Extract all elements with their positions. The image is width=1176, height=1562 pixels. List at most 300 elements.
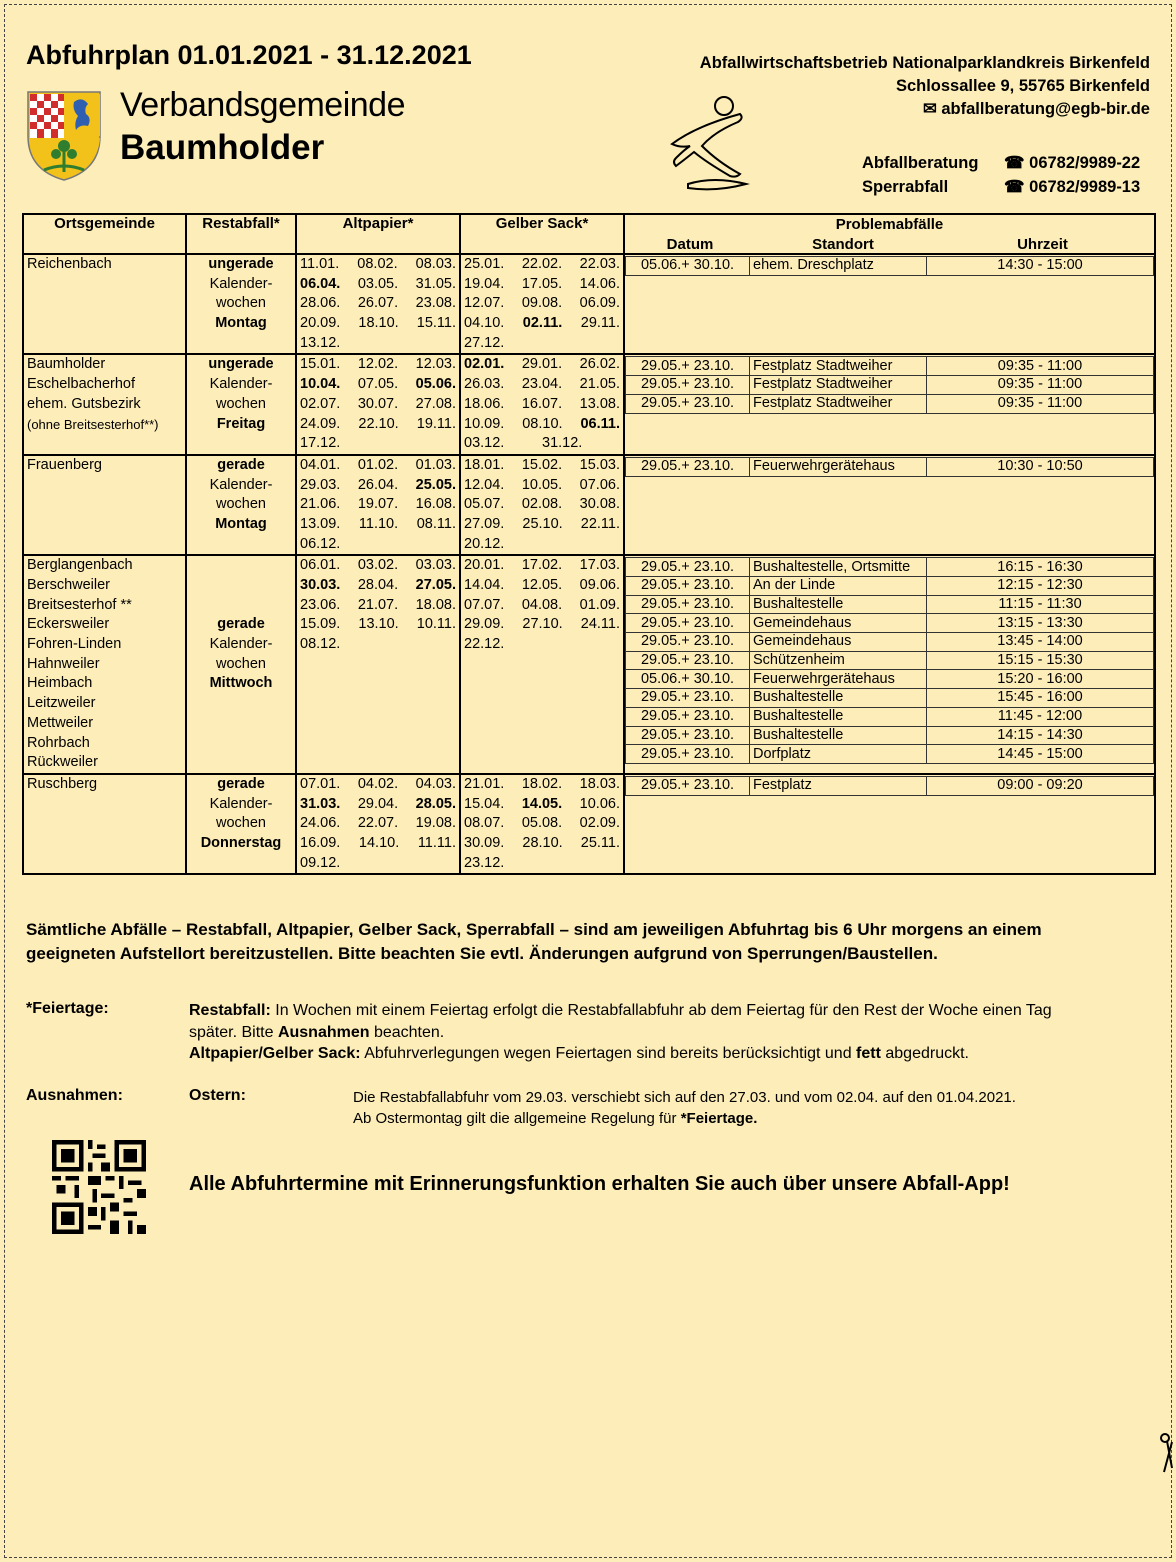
date-value: 04.08. — [521, 596, 563, 613]
restabfall-line: wochen — [216, 395, 266, 412]
date-value: 01.02. — [357, 456, 399, 473]
problem-row — [626, 558, 1154, 577]
date-line — [461, 314, 623, 334]
date-value: 27.08. — [415, 395, 456, 412]
date-value: 13.09. — [300, 515, 341, 532]
problem-cell — [624, 774, 1155, 874]
restabfall-line: Mittwoch — [209, 675, 273, 692]
problem-datum: 29.05.+ 23.10. — [626, 651, 750, 670]
date-value: 11.10. — [358, 515, 399, 532]
date-value: 21.07. — [357, 596, 399, 613]
table-row — [23, 455, 1155, 555]
date-value: 04.03. — [415, 775, 456, 792]
date-line — [461, 495, 623, 515]
problem-uhrzeit: 13:15 - 13:30 — [927, 614, 1154, 633]
ortsgemeinde-name: Breitsesterhof ** — [27, 596, 132, 613]
date-value: 31.12. — [542, 435, 583, 452]
ortsgemeinde-name: Heimbach — [27, 675, 93, 692]
date-value: 05.07. — [464, 496, 505, 513]
problem-table — [625, 356, 1154, 413]
restabfall-line: wochen — [216, 496, 266, 513]
date-value: 08.10. — [522, 415, 563, 432]
problem-standort: Bushaltestelle — [750, 707, 927, 726]
date-value: 07.07. — [464, 596, 505, 613]
problem-uhrzeit: 11:15 - 11:30 — [927, 595, 1154, 614]
date-line — [297, 775, 459, 795]
date-line — [297, 476, 459, 496]
altpapier-cell — [296, 455, 460, 555]
restabfall-line: Kalender- — [209, 275, 273, 292]
date-value: 12.07. — [464, 295, 505, 312]
problem-uhrzeit: 09:35 - 11:00 — [927, 376, 1154, 395]
table-row — [23, 555, 1155, 774]
ortsgemeinde-name: Rückweiler — [27, 754, 98, 771]
date-value: 19.07. — [357, 496, 399, 513]
problem-datum: 05.06.+ 30.10. — [626, 257, 750, 276]
date-value: 25.01. — [464, 256, 505, 272]
date-value: 03.02. — [357, 557, 399, 574]
restabfall-cell — [186, 354, 296, 454]
problem-row — [626, 614, 1154, 633]
date-value: 22.12. — [464, 636, 505, 653]
problem-table — [625, 457, 1154, 477]
problem-standort: Bushaltestelle, Ortsmitte — [750, 558, 927, 577]
problem-datum: 05.06.+ 30.10. — [626, 670, 750, 689]
date-line — [297, 834, 459, 854]
problem-row — [626, 595, 1154, 614]
problem-row — [626, 707, 1154, 726]
date-value: 18.03. — [579, 775, 620, 792]
problem-datum: 29.05.+ 23.10. — [626, 577, 750, 596]
date-line — [297, 615, 459, 635]
altpapier-text-end: abgedruckt. — [880, 1045, 969, 1062]
date-value: 08.02. — [357, 256, 398, 272]
header-gelber-sack: Gelber Sack* — [460, 214, 624, 254]
date-line — [461, 434, 623, 454]
restabfall-line: Kalender- — [209, 636, 273, 653]
problem-standort: Festplatz — [750, 776, 927, 795]
date-value: 03.12. — [464, 435, 505, 452]
date-line — [297, 334, 459, 354]
ostern-text — [353, 1087, 1016, 1129]
date-value: 04.01. — [300, 456, 341, 473]
problem-row — [626, 577, 1154, 596]
date-value: 02.08. — [521, 496, 563, 513]
date-value: 06.09. — [579, 295, 620, 312]
date-value: 11.01. — [300, 256, 340, 272]
date-value: 12.04. — [464, 476, 505, 493]
problem-uhrzeit: 11:45 - 12:00 — [927, 707, 1154, 726]
date-value: 26.04. — [357, 476, 399, 493]
ausnahmen-label: Ausnahmen: — [26, 1087, 123, 1104]
date-value: 13.10. — [358, 616, 399, 633]
problem-table — [625, 776, 1154, 796]
restabfall-line: wochen — [216, 295, 266, 312]
restabfall-cell — [186, 774, 296, 874]
date-value: 15.01. — [300, 356, 341, 373]
date-line — [297, 556, 459, 576]
date-value: 10.05. — [521, 476, 563, 493]
problem-datum: 29.05.+ 23.10. — [626, 776, 750, 795]
date-value: 07.05. — [357, 376, 399, 393]
problem-standort: Schützenheim — [750, 651, 927, 670]
date-line — [461, 834, 623, 854]
ortsgemeinde-cell — [23, 354, 186, 454]
date-line — [461, 255, 623, 275]
date-value: 29.03. — [300, 476, 341, 493]
problem-standort: Feuerwehrgerätehaus — [750, 670, 927, 689]
ortsgemeinde-name: Berschweiler — [27, 577, 110, 593]
problem-standort: An der Linde — [750, 577, 927, 596]
header-restabfall: Restabfall* — [186, 214, 296, 254]
date-value: 09.12. — [300, 854, 341, 871]
restabfall-line: Kalender- — [209, 795, 273, 812]
date-value: 07.06. — [579, 476, 620, 493]
restabfall-line: gerade — [217, 775, 265, 792]
ortsgemeinde-cell — [23, 455, 186, 555]
date-value: 22.07. — [357, 815, 399, 832]
qr-code-icon[interactable] — [52, 1140, 146, 1234]
date-value: 04.10. — [464, 315, 505, 332]
problem-uhrzeit: 09:35 - 11:00 — [927, 394, 1154, 413]
ortsgemeinde-name: Ruschberg — [27, 775, 98, 792]
date-value: 04.02. — [357, 775, 399, 792]
problem-uhrzeit: 15:20 - 16:00 — [927, 670, 1154, 689]
phone-label: Abfallberatung — [862, 154, 979, 172]
date-value: 22.11. — [580, 515, 620, 532]
ausnahmen-word: Ausnahmen — [277, 1023, 370, 1041]
general-note: Sämtliche Abfälle – Restabfall, Altpapier, Gelber Sack, Sperrabfall – sind am jeweiligen Abfuhrtag bis 6 Uhr morgens an einem geeigneten Aufstellort bereitzustellen. Bitte beachten Sie evtl. Änderungen aufgrund von Sperrungen/Baustellen. — [26, 920, 1042, 963]
date-line — [461, 615, 623, 635]
problem-cell — [624, 254, 1155, 354]
restabfall-line: Donnerstag — [200, 834, 282, 851]
header-uhrzeit: Uhrzeit — [1017, 236, 1068, 253]
vg-name-line1: Verbandsgemeinde — [120, 86, 406, 124]
date-value: 27.05. — [415, 577, 456, 593]
date-value: 06.04. — [300, 275, 341, 292]
problem-row — [626, 633, 1154, 652]
ortsgemeinde-name: Baumholder — [27, 356, 106, 373]
gelber-sack-cell — [460, 254, 624, 354]
ostern-line1: Die Restabfallabfuhr vom 29.03. verschiebt sich auf den 27.03. und vom 02.04. auf den 01.04.2021. — [353, 1089, 1016, 1106]
date-value: 02.09. — [579, 815, 620, 832]
date-line — [461, 576, 623, 596]
date-value: 16.07. — [521, 395, 563, 412]
date-line — [461, 294, 623, 314]
problem-uhrzeit: 15:45 - 16:00 — [927, 689, 1154, 708]
phone-row — [862, 151, 1140, 175]
schedule-body — [23, 254, 1155, 874]
date-value: 15.09. — [300, 616, 341, 633]
date-value: 29.11. — [580, 315, 620, 332]
date-value: 17.05. — [521, 275, 563, 292]
problem-datum: 29.05.+ 23.10. — [626, 745, 750, 764]
app-hint: Alle Abfuhrtermine mit Erinnerungsfunktion erhalten Sie auch über unsere Abfall-App! — [189, 1173, 1010, 1195]
ortsgemeinde-name: Frauenberg — [27, 456, 102, 473]
date-value: 29.04. — [357, 795, 399, 812]
restabfall-label: Restabfall: — [189, 1002, 271, 1019]
problem-standort: ehem. Dreschplatz — [750, 257, 927, 276]
date-value: 14.10. — [358, 834, 400, 851]
gelber-sack-cell — [460, 354, 624, 454]
date-value: 21.06. — [300, 496, 341, 513]
problem-row — [626, 651, 1154, 670]
date-value: 18.06. — [464, 395, 505, 412]
phone-number[interactable]: 06782/9989-13 — [1029, 178, 1141, 196]
date-value: 08.12. — [300, 636, 341, 653]
date-line — [297, 375, 459, 395]
date-value: 12.03. — [415, 356, 456, 373]
date-line — [297, 314, 459, 334]
date-value: 15.04. — [464, 795, 505, 812]
phone-icon: ☎ — [1004, 154, 1030, 172]
phone-icon: ☎ — [1004, 178, 1030, 196]
date-value: 28.10. — [522, 834, 563, 851]
restabfall-line: gerade — [217, 616, 265, 633]
restabfall-line — [187, 556, 295, 576]
date-value: 24.06. — [300, 815, 341, 832]
problem-row — [626, 670, 1154, 689]
problem-table — [625, 256, 1154, 276]
date-line — [297, 515, 459, 535]
problem-uhrzeit: 15:15 - 15:30 — [927, 651, 1154, 670]
date-line — [461, 415, 623, 435]
date-value: 15.03. — [579, 456, 620, 473]
date-line — [461, 275, 623, 295]
header-problem-title: Problemabfälle — [835, 216, 944, 233]
problem-datum: 29.05.+ 23.10. — [626, 558, 750, 577]
date-value: 13.08. — [579, 395, 620, 412]
date-value: 08.07. — [464, 815, 505, 832]
problem-uhrzeit: 14:15 - 14:30 — [927, 726, 1154, 745]
problem-row — [626, 726, 1154, 745]
ortsgemeinde-cell — [23, 555, 186, 774]
date-value: 25.05. — [415, 476, 456, 493]
date-line — [297, 535, 459, 555]
feiertage-label: *Feiertage: — [26, 1000, 109, 1017]
date-value: 17.12. — [300, 435, 341, 452]
date-value: 01.03. — [415, 456, 456, 473]
ortsgemeinde-name: Hahnweiler — [27, 655, 100, 672]
feiertage-text — [189, 1000, 1089, 1065]
date-value: 06.11. — [580, 415, 620, 432]
date-value: 22.02. — [521, 256, 563, 272]
problem-row — [626, 689, 1154, 708]
date-value: 15.11. — [416, 315, 456, 332]
date-value: 18.02. — [521, 775, 563, 792]
ostern-line2: Ab Ostermontag gilt die allgemeine Regelung für — [353, 1110, 681, 1127]
phone-row — [862, 175, 1140, 199]
date-value: 02.01. — [464, 356, 505, 373]
problem-uhrzeit: 16:15 - 16:30 — [927, 558, 1154, 577]
problem-uhrzeit: 14:30 - 15:00 — [927, 257, 1154, 276]
date-value: 30.07. — [357, 395, 399, 412]
date-value: 20.09. — [300, 315, 341, 332]
problem-standort: Bushaltestelle — [750, 595, 927, 614]
header-ortsgemeinde: Ortsgemeinde — [23, 214, 186, 254]
date-value: 21.05. — [579, 376, 620, 393]
date-line — [297, 456, 459, 476]
date-value: 10.11. — [416, 616, 456, 633]
date-value: 05.08. — [521, 815, 563, 832]
table-row — [23, 254, 1155, 354]
restabfall-line: ungerade — [208, 356, 274, 373]
problem-table — [625, 557, 1154, 764]
problem-uhrzeit: 09:00 - 09:20 — [927, 776, 1154, 795]
date-line — [461, 395, 623, 415]
date-value: 15.02. — [521, 456, 563, 473]
page-title: Abfuhrplan 01.01.2021 - 31.12.2021 — [26, 40, 472, 70]
fett-word: fett — [856, 1045, 881, 1062]
contact-block — [862, 151, 1140, 199]
date-value: 06.12. — [300, 535, 341, 552]
altpapier-label: Altpapier/Gelber Sack: — [189, 1045, 361, 1062]
date-value: 31.05. — [415, 275, 456, 292]
date-value: 08.03. — [415, 256, 456, 272]
date-value: 18.01. — [464, 456, 505, 473]
problem-uhrzeit: 13:45 - 14:00 — [927, 633, 1154, 652]
problem-row — [626, 745, 1154, 764]
date-value: 19.04. — [464, 275, 505, 292]
date-value: 24.11. — [580, 616, 620, 633]
ortsgemeinde-name: Eschelbacherhof — [27, 376, 136, 393]
problem-datum: 29.05.+ 23.10. — [626, 726, 750, 745]
altpapier-text: Abfuhrverlegungen wegen Feiertagen sind bereits berücksichtigt und — [360, 1045, 857, 1062]
phone-label: Sperrabfall — [862, 178, 949, 196]
date-value: 30.03. — [300, 577, 341, 593]
date-value: 02.11. — [522, 315, 563, 332]
date-line — [297, 434, 459, 454]
date-value: 19.11. — [416, 415, 456, 432]
date-value: 17.03. — [579, 557, 620, 574]
date-line — [461, 375, 623, 395]
date-value: 29.01. — [521, 356, 563, 373]
restabfall-line: Freitag — [216, 415, 266, 432]
date-line — [461, 556, 623, 576]
date-value: 12.02. — [357, 356, 399, 373]
date-line — [461, 854, 623, 874]
header-problemabfaelle — [624, 214, 1155, 254]
date-value: 29.09. — [464, 616, 505, 633]
gelber-sack-cell — [460, 555, 624, 774]
date-line — [297, 294, 459, 314]
date-value: 28.06. — [300, 295, 341, 312]
ortsgemeinde-cell — [23, 254, 186, 354]
date-value: 17.02. — [521, 557, 563, 574]
problem-datum: 29.05.+ 23.10. — [626, 457, 750, 476]
problem-datum: 29.05.+ 23.10. — [626, 707, 750, 726]
date-value: 22.10. — [358, 415, 399, 432]
header-altpapier: Altpapier* — [296, 214, 460, 254]
date-value: 11.11. — [417, 834, 456, 851]
org-email-row — [700, 98, 1150, 121]
date-value: 09.08. — [521, 295, 563, 312]
date-line — [461, 334, 623, 354]
problem-cell — [624, 555, 1155, 774]
altpapier-cell — [296, 555, 460, 774]
gelber-sack-cell — [460, 455, 624, 555]
problem-row — [626, 376, 1154, 395]
problem-standort: Gemeindehaus — [750, 614, 927, 633]
problem-datum: 29.05.+ 23.10. — [626, 595, 750, 614]
date-value: 30.08. — [579, 496, 620, 513]
problem-standort: Gemeindehaus — [750, 633, 927, 652]
date-value: 16.08. — [415, 496, 456, 513]
problem-cell — [624, 354, 1155, 454]
restabfall-line: wochen — [216, 655, 266, 672]
org-email[interactable]: abfallberatung@egb-bir.de — [941, 100, 1150, 118]
restabfall-line: Kalender- — [209, 376, 273, 393]
phone-number[interactable]: 06782/9989-22 — [1029, 154, 1141, 172]
restabfall-cell — [186, 455, 296, 555]
date-line — [461, 355, 623, 375]
date-value: 14.04. — [464, 577, 505, 593]
date-value: 07.01. — [300, 775, 341, 792]
date-line — [461, 635, 623, 655]
date-line — [461, 775, 623, 795]
date-value: 18.10. — [358, 315, 399, 332]
restabfall-line: gerade — [217, 456, 265, 473]
date-line — [297, 255, 459, 275]
problem-standort: Bushaltestelle — [750, 726, 927, 745]
date-value: 25.11. — [580, 834, 620, 851]
date-line — [297, 495, 459, 515]
problem-row — [626, 257, 1154, 276]
date-line — [297, 275, 459, 295]
restabfall-line: wochen — [216, 815, 266, 832]
date-line — [461, 476, 623, 496]
date-value: 09.06. — [579, 577, 620, 593]
restabfall-line: Montag — [215, 515, 267, 532]
date-line — [297, 814, 459, 834]
date-value: 24.09. — [300, 415, 341, 432]
date-value: 26.03. — [464, 376, 505, 393]
date-value: 10.09. — [464, 415, 505, 432]
date-value: 10.06. — [579, 795, 620, 812]
date-line — [297, 415, 459, 435]
ortsgemeinde-name: (ohne Breitsesterhof**) — [27, 416, 159, 432]
altpapier-cell — [296, 254, 460, 354]
problem-uhrzeit: 14:45 - 15:00 — [927, 745, 1154, 764]
date-value: 03.03. — [415, 557, 456, 574]
date-line — [461, 596, 623, 616]
date-value: 23.06. — [300, 596, 341, 613]
problem-uhrzeit: 10:30 - 10:50 — [927, 457, 1154, 476]
problem-row — [626, 457, 1154, 476]
date-line — [297, 854, 459, 874]
date-value: 10.04. — [300, 376, 341, 393]
date-value: 25.10. — [522, 515, 563, 532]
ostern-line2-bold: *Feiertage. — [680, 1110, 758, 1127]
date-value: 20.12. — [464, 535, 505, 552]
problem-standort: Festplatz Stadtweiher — [750, 357, 927, 376]
date-line — [297, 576, 459, 596]
date-value: 05.06. — [415, 376, 456, 393]
restabfall-cell — [186, 555, 296, 774]
date-line — [461, 456, 623, 476]
date-value: 26.02. — [579, 356, 620, 373]
gelber-sack-cell — [460, 774, 624, 874]
scissors-icon — [1158, 1432, 1176, 1480]
date-value: 18.08. — [415, 596, 456, 613]
ortsgemeinde-name: Leitzweiler — [27, 695, 96, 712]
date-value: 28.04. — [357, 577, 399, 593]
ortsgemeinde-name: Eckersweiler — [27, 616, 110, 633]
date-line — [461, 535, 623, 555]
org-address: Schlossallee 9, 55765 Birkenfeld — [895, 77, 1150, 95]
ortsgemeinde-name: Rohrbach — [27, 734, 90, 751]
vg-name-line2: Baumholder — [120, 128, 325, 167]
